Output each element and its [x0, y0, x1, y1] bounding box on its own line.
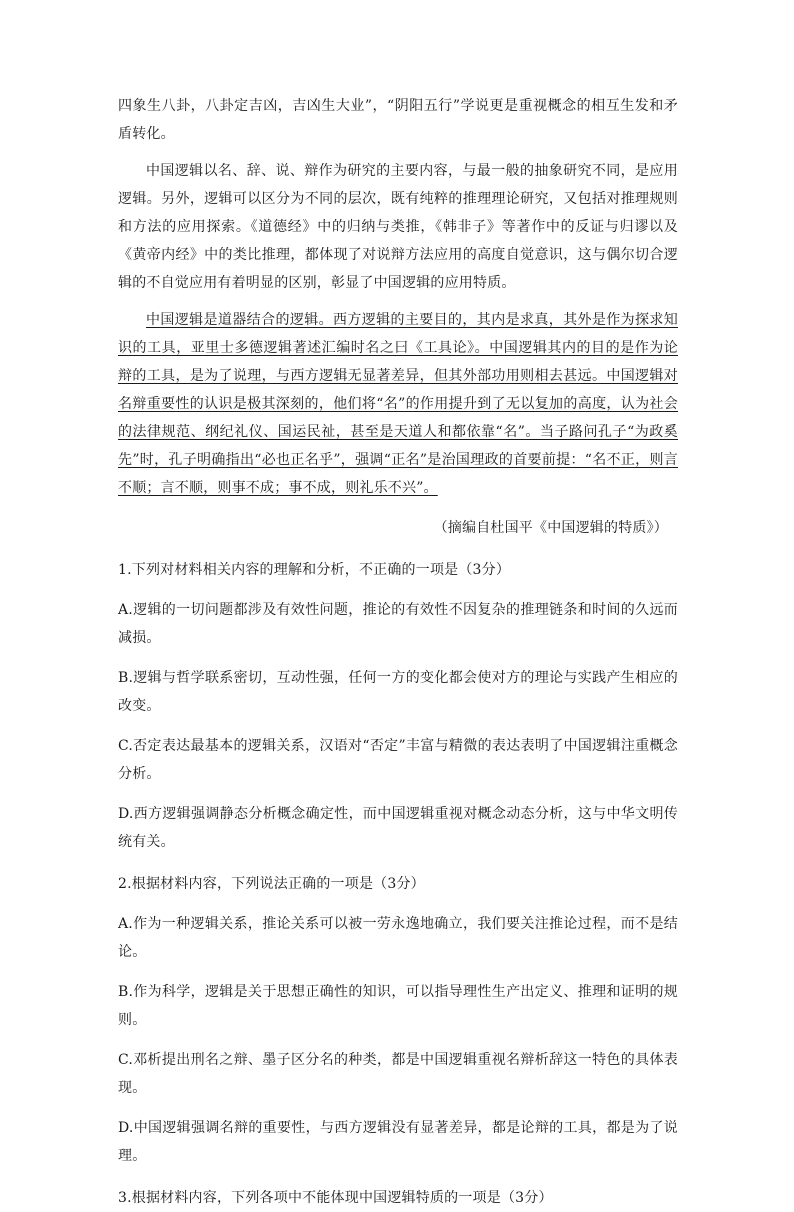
- passage-paragraph-applied-logic: 中国逻辑以名、辞、说、辩作为研究的主要内容，与最一般的抽象研究不同，是应用逻辑。另外，逻辑可以区分为不同的层次，既有纯粹的推理理论研究，又包括对推理规则和方法的应用探索。《道德经》中的归纳与类推，《韩非子》等著作中的反证与归谬以及《黄帝内经》中的类比推理，都体现了对说辩方法应用的高度自觉意识，这与偶尔切合逻辑的不自觉应用有着明显的区别，彰显了中国逻辑的应用特质。: [118, 163, 678, 291]
- passage-paragraph-dao-qi-logic: 中国逻辑是道器结合的逻辑。西方逻辑的主要目的，其内是求真，其外是作为探求知识的工具，亚里士多德逻辑著述汇编时名之曰《工具论》。中国逻辑其内的目的是作为论辩的工具，是为了说理，与西方逻辑无显著差异，但其外部功用则相去甚远。中国逻辑对名辩重要性的认识是极其深刻的，他们将“名”的作用提升到了无以复加的高度，认为社会的法律规范、纲纪礼仪、国运民祉，甚至是天道人和都依靠“名”。当子路问孔子“为政奚先”时，孔子明确指出“必也正名乎”，强调“正名”是治国理政的首要前提：“名不正，则言不顺；言不顺，则事不成；事不成，则礼乐不兴”。: [118, 312, 678, 496]
- question-1: [118, 556, 678, 856]
- passage-paragraph-continued: 四象生八卦，八卦定吉凶，吉凶生大业”，“阴阳五行”学说更是重视概念的相互生发和矛盾转化。: [118, 98, 678, 142]
- option-a: A.逻辑的一切问题都涉及有效性问题，推论的有效性不因复杂的推理链条和时间的久远而减损。: [118, 602, 678, 646]
- option-c: C.否定表达最基本的逻辑关系，汉语对“否定”丰富与精微的表达表明了中国逻辑注重概念分析。: [118, 738, 678, 782]
- question-2: [118, 870, 678, 1170]
- option-d: D.西方逻辑强调静态分析概念确定性，而中国逻辑重视对概念动态分析，这与中华文明传统有关。: [118, 806, 678, 850]
- question-3: [118, 1184, 678, 1212]
- question-stem: 1.下列对材料相关内容的理解和分析，不正确的一项是（3分）: [118, 562, 511, 578]
- option-c: C.邓析提出刑名之辩、墨子区分名的种类，都是中国逻辑重视名辩析辞这一特色的具体表现。: [118, 1052, 678, 1096]
- option-b: B.逻辑与哲学联系密切，互动性强，任何一方的变化都会使对方的理论与实践产生相应的改变。: [118, 670, 678, 714]
- option-a: A.作为一种逻辑关系，推论关系可以被一劳永逸地确立，我们要关注推论过程，而不是结论。: [118, 916, 678, 960]
- question-stem: 2.根据材料内容，下列说法正确的一项是（3分）: [118, 876, 425, 892]
- option-d: D.中国逻辑强调名辩的重要性，与西方逻辑没有显著差异，都是论辩的工具，都是为了说理。: [118, 1120, 678, 1164]
- document-page: [118, 92, 678, 1212]
- option-b: B.作为科学，逻辑是关于思想正确性的知识，可以指导理性生产出定义、推理和证明的规则。: [118, 984, 678, 1028]
- passage-source: （摘编自杜国平《中国逻辑的特质》）: [433, 520, 668, 536]
- question-stem: 3.根据材料内容，下列各项中不能体现中国逻辑特质的一项是（3分）: [118, 1190, 553, 1206]
